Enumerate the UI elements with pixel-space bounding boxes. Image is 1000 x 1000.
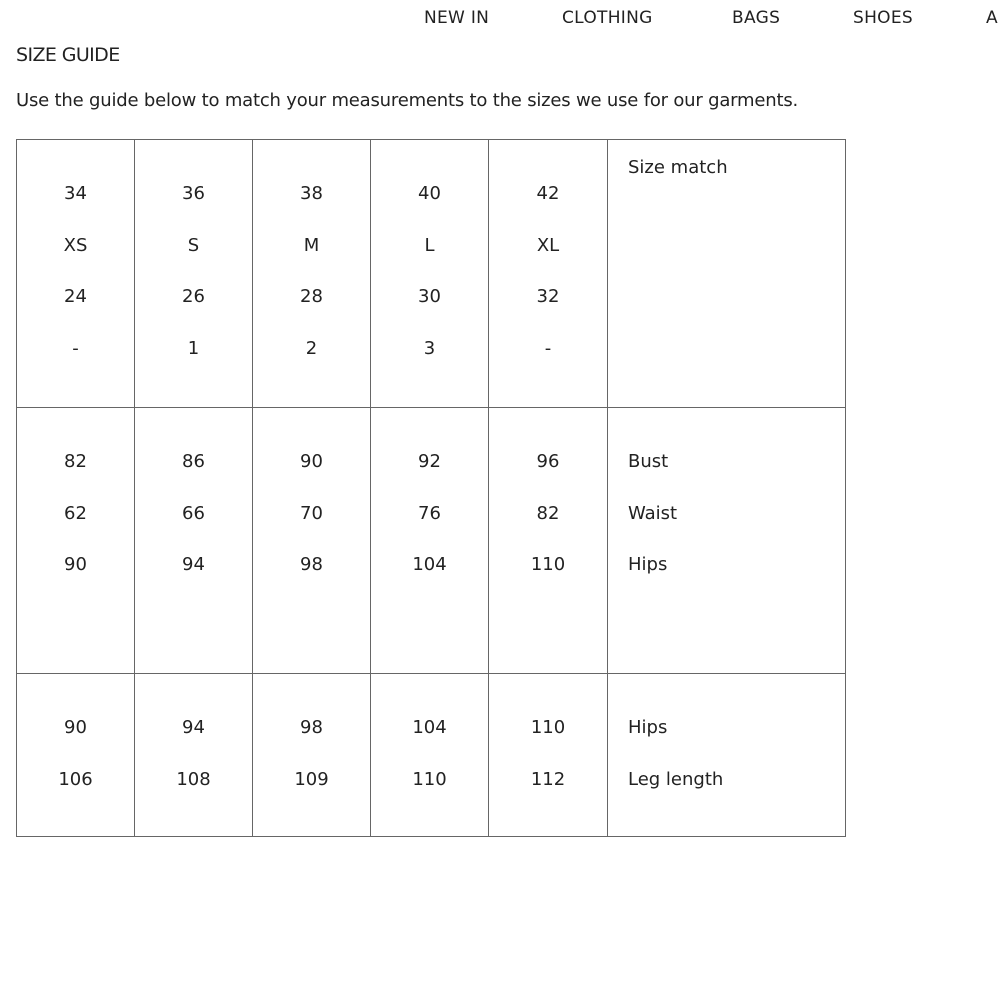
table-cell: 98 [300,554,323,575]
body-measurements-row [17,408,846,674]
table-cell: 86 [182,451,205,472]
label-column [608,140,846,408]
row-label: Hips [628,554,668,575]
label-column [608,674,846,837]
nav-item-bags[interactable]: BAGS [732,8,781,28]
nav-item-clothing[interactable]: CLOTHING [562,8,653,28]
row-label: Bust [628,451,669,472]
table-cell: 2 [305,337,318,359]
table-cell: 110 [530,554,566,575]
table-cell: 76 [418,502,441,524]
table-cell: 96 [536,451,560,472]
table-cell: 94 [182,554,205,575]
table-cell: 82 [536,502,560,524]
size-column [489,408,608,674]
table-cell: 110 [412,768,447,790]
size-column [489,140,608,408]
size-guide-table [16,139,846,837]
table-cell: 40 [418,183,441,204]
size-column [253,140,371,408]
table-cell: 70 [300,502,323,524]
intro-text: Use the guide below to match your measurements to the sizes we use for our garments. [16,90,799,111]
row-label: Hips [628,717,668,738]
top-navigation [0,0,1000,36]
table-cell: 90 [300,451,323,472]
size-column [253,408,371,674]
table-cell: XS [63,234,88,256]
table-cell: 24 [64,286,87,307]
size-column [17,674,135,837]
size-column [135,140,253,408]
size-column [371,140,489,408]
table-cell: 3 [423,337,436,359]
table-cell: 109 [294,768,329,790]
table-cell: 106 [58,768,93,790]
size-column [135,674,253,837]
table-cell: - [72,337,79,359]
table-cell: 30 [418,286,441,307]
table-cell: 62 [64,502,87,524]
trouser-measurements-row [17,674,846,837]
size-match-row [17,140,846,408]
table-cell: 28 [300,286,323,307]
table-cell: 112 [530,768,566,790]
table-cell: 36 [182,183,205,204]
table-cell: S [187,234,200,256]
row-label: Leg length [628,768,724,790]
size-column [135,408,253,674]
table-cell: 110 [530,717,566,738]
size-column [253,674,371,837]
table-cell: 42 [536,183,560,204]
size-column [489,674,608,837]
table-cell: L [424,234,435,256]
size-column [17,408,135,674]
nav-item-truncated[interactable]: A [986,8,998,28]
size-column [371,408,489,674]
table-cell: 82 [64,451,87,472]
row-label: Size match [628,157,728,178]
size-column [371,674,489,837]
table-cell: XL [536,234,560,256]
table-cell: 90 [64,554,87,575]
table-cell: 92 [418,451,441,472]
table-cell: M [303,234,320,256]
table-cell: 1 [187,337,200,359]
table-cell: 104 [412,717,447,738]
table-cell: 26 [182,286,205,307]
label-column [608,408,846,674]
table-cell: 90 [64,717,87,738]
table-cell: 32 [536,286,560,307]
table-cell: 38 [300,183,323,204]
table-cell: 34 [64,183,87,204]
nav-item-shoes[interactable]: SHOES [853,8,913,28]
nav-item-new-in[interactable]: NEW IN [424,8,490,28]
table-cell: 108 [176,768,211,790]
size-column [17,140,135,408]
table-cell: 66 [182,502,205,524]
table-cell: 94 [182,717,205,738]
table-cell: 104 [412,554,447,575]
table-cell: 98 [300,717,323,738]
page-title: SIZE GUIDE [16,44,120,66]
row-label: Waist [628,502,678,524]
table-cell: - [544,337,552,359]
